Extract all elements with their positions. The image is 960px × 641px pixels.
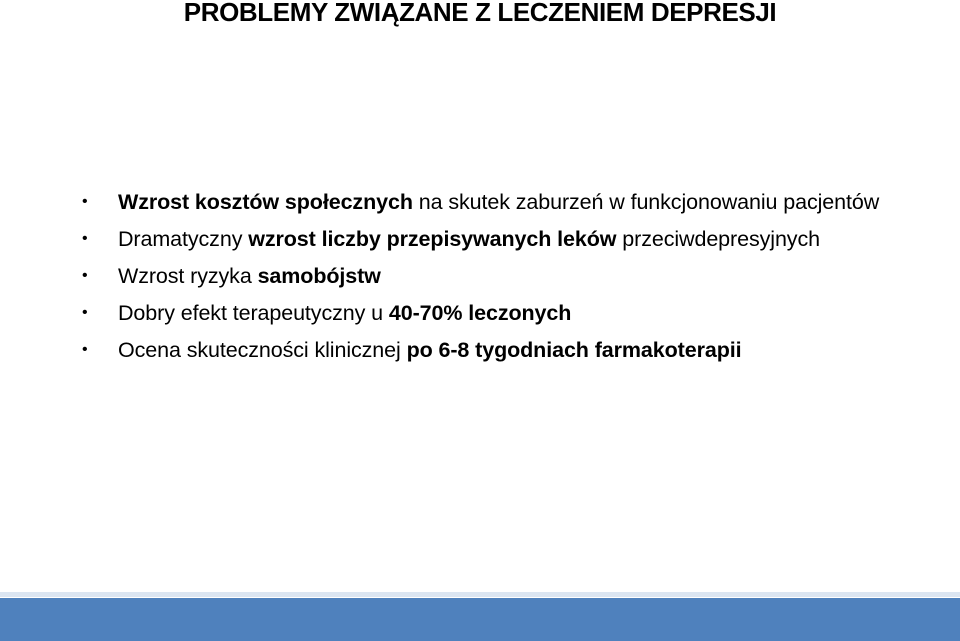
bullet-icon: • (82, 230, 88, 247)
bullet-icon: • (82, 341, 88, 358)
bullet-text: Dobry efekt terapeutyczny u (118, 301, 389, 325)
bullet-text-bold: wzrost liczby przepisywanych leków (248, 227, 617, 251)
slide-title: PROBLEMY ZWIĄZANE Z LECZENIEM DEPRESJI (183, 0, 777, 27)
bullet-text-bold: po 6-8 tygodniach farmakoterapii (406, 338, 742, 362)
bullet-item-suicide-risk (0, 259, 960, 293)
footer-bar (0, 598, 960, 641)
bullet-item-efficacy-assessment (0, 333, 960, 367)
bullet-icon: • (82, 267, 88, 284)
bullet-text: Wzrost ryzyka (118, 264, 258, 288)
bullet-text: na skutek zaburzeń w funkcjonowaniu pacjentów (412, 190, 880, 214)
bullet-list (0, 185, 960, 370)
bullet-text-bold: samobójstw (257, 264, 381, 288)
footer-divider (0, 592, 960, 597)
bullet-text-bold: Wzrost kosztów społecznych (118, 190, 413, 214)
bullet-text: Ocena skuteczności klinicznej (118, 338, 407, 362)
bullet-text-bold: 40-70% leczonych (388, 301, 572, 325)
bullet-icon: • (82, 193, 88, 210)
bullet-item-social-costs (0, 185, 960, 219)
bullet-text: przeciwdepresyjnych (616, 227, 820, 251)
bullet-item-therapeutic-effect (0, 296, 960, 330)
bullet-item-prescriptions (0, 222, 960, 256)
bullet-icon: • (82, 304, 88, 321)
bullet-text: Dramatyczny (118, 227, 249, 251)
